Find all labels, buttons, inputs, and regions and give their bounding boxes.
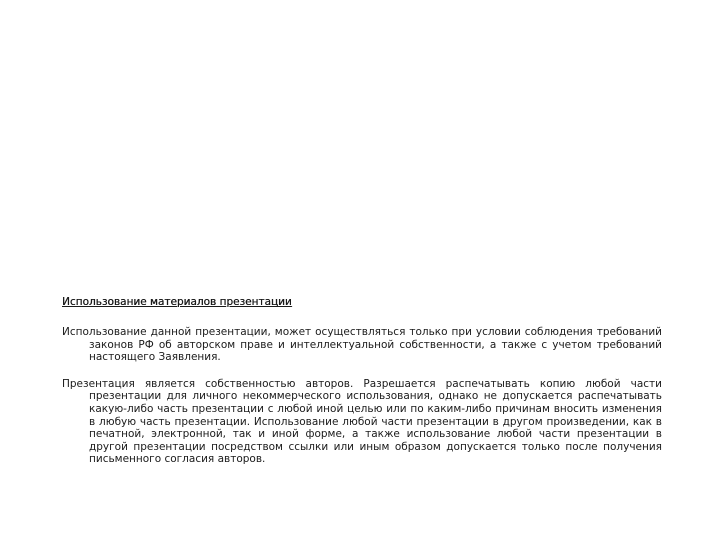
notice-title: Использование материалов презентации: [62, 296, 292, 308]
notice-paragraph-ownership: Презентация является собственностью авторов. Разрешается распечатывать копию любой части презентации для личного некоммерческого использования, однако не допускается распечатывать какую-либо часть презентации с любой иной целью или по каким-либо причинам вносить изменения в любую часть презентации. Использование любой части презентации в другом произведении, как в печатной, электронной, так и иной форме, а также использование любой части презентации в другой презентации посредством ссылки или иным образом допускается только после получения письменного согласия авторов.: [62, 377, 662, 466]
notice-paragraph-usage: Использование данной презентации, может осуществляться только при условии соблюдения требований законов РФ об авторском праве и интеллектуальной собственности, а также с учетом требований настоящего Заявления.: [62, 326, 662, 364]
copyright-notice: [62, 295, 662, 480]
